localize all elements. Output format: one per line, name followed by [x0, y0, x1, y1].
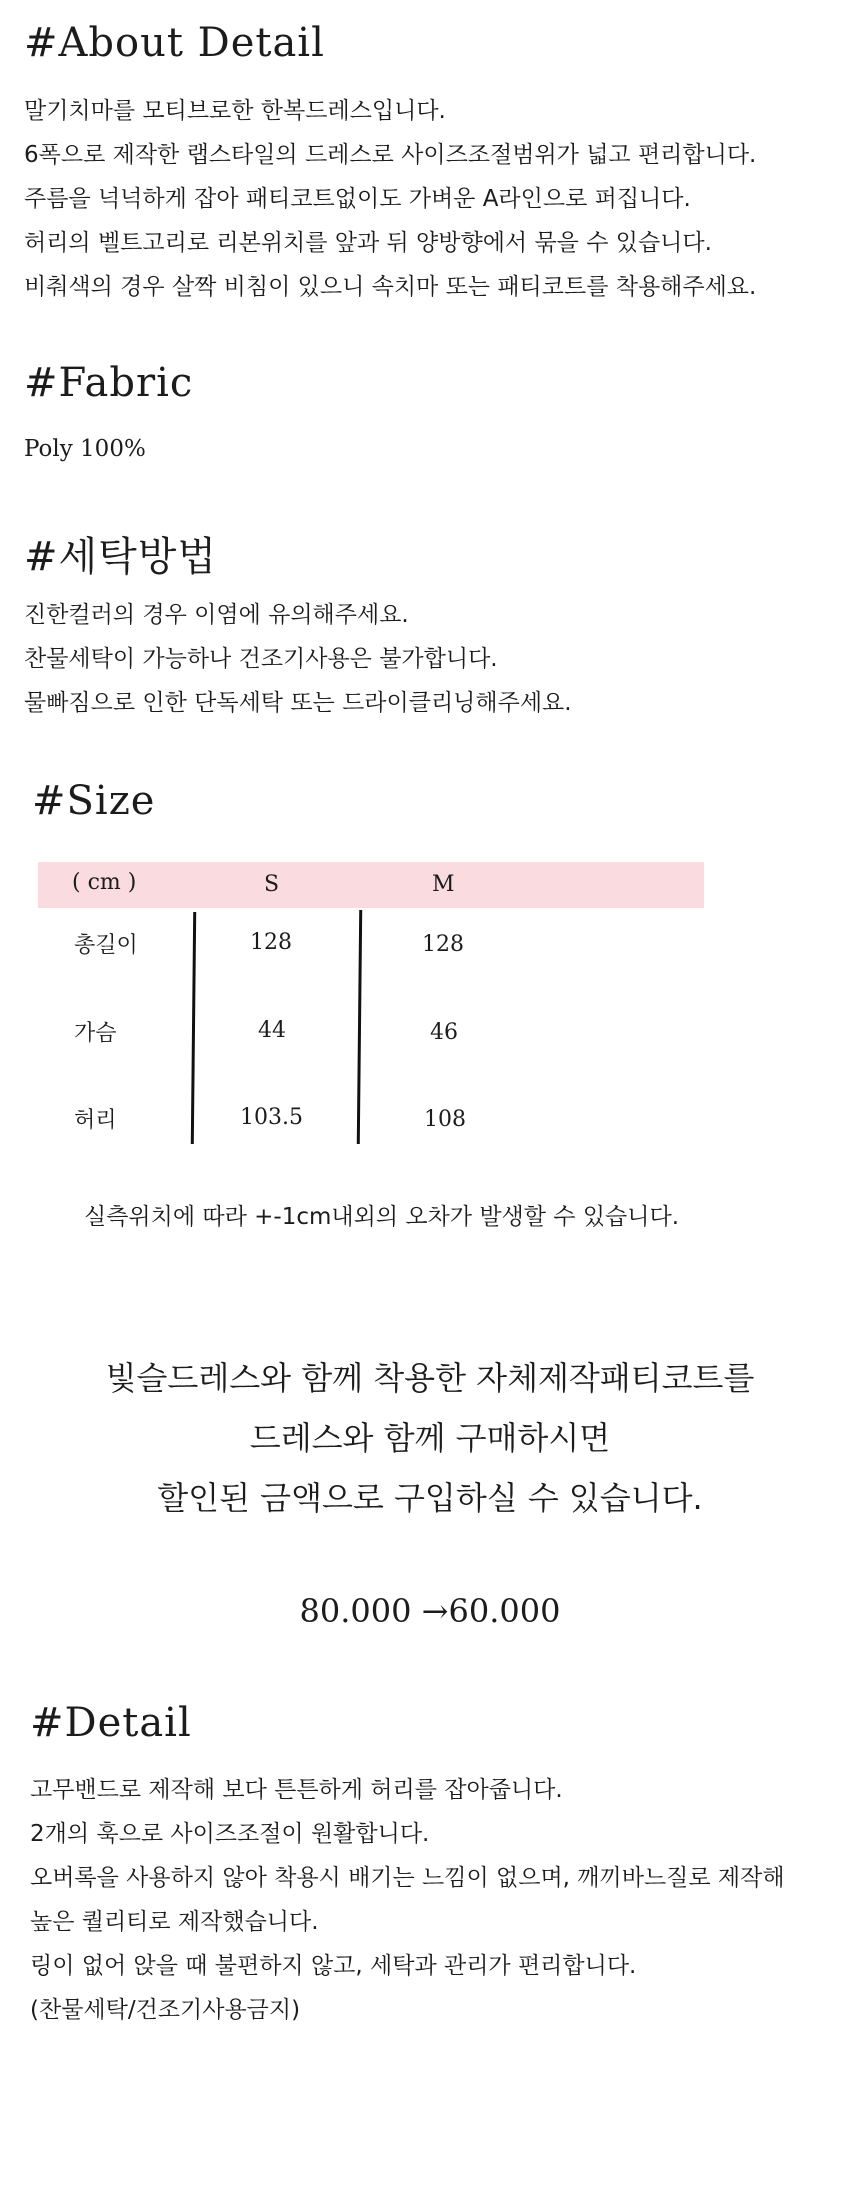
column-s: S	[264, 872, 280, 897]
promo-line: 빛슬드레스와 함께 착용한 자체제작패티코트를	[105, 1359, 755, 1397]
washing-line: 물빠짐으로 인한 단독세탁 또는 드라이클리닝해주세요.	[24, 690, 572, 716]
detail-line: 2개의 훅으로 사이즈조절이 원활합니다.	[30, 1821, 430, 1847]
table-divider	[357, 910, 362, 1144]
about-line: 6폭으로 제작한 랩스타일의 드레스로 사이즈조절범위가 넓고 편리합니다.	[24, 142, 757, 168]
about-line: 말기치마를 모티브로한 한복드레스입니다.	[24, 98, 446, 124]
washing-line: 찬물세탁이 가능하나 건조기사용은 불가합니다.	[24, 646, 498, 672]
cell-chest-m: 46	[430, 1020, 458, 1045]
row-label-waist: 허리	[74, 1108, 117, 1133]
detail-line: 오버록을 사용하지 않아 착용시 배기는 느낌이 없으며, 깨끼바느질로 제작해	[30, 1865, 785, 1891]
about-line: 주름을 넉넉하게 잡아 패티코트없이도 가벼운 A라인으로 퍼집니다.	[24, 186, 691, 212]
detail-heading: #Detail	[30, 1700, 192, 1746]
about-line: 허리의 벨트고리로 리본위치를 앞과 뒤 양방향에서 묶을 수 있습니다.	[24, 230, 712, 256]
cell-waist-m: 108	[424, 1107, 466, 1132]
fabric-text: Poly 100%	[24, 436, 146, 462]
row-label-chest: 가슴	[74, 1021, 117, 1046]
table-divider	[191, 912, 196, 1144]
about-description	[24, 89, 756, 309]
detail-line: (찬물세탁/건조기사용금지)	[30, 1997, 301, 2023]
detail-description	[30, 1768, 785, 2032]
washing-instructions	[24, 593, 572, 725]
fabric-heading: #Fabric	[24, 360, 194, 406]
detail-line: 링이 없어 앉을 때 불편하지 않고, 세탁과 관리가 편리합니다.	[30, 1953, 637, 1979]
promo-line: 드레스와 함께 구매하시면	[249, 1419, 611, 1457]
washing-line: 진한컬러의 경우 이염에 유의해주세요.	[24, 602, 409, 628]
detail-line: 높은 퀄리티로 제작했습니다.	[30, 1909, 319, 1935]
size-table-header	[38, 862, 704, 908]
cell-chest-s: 44	[258, 1018, 286, 1043]
cell-length-m: 128	[422, 932, 464, 957]
promo-line: 할인된 금액으로 구입하실 수 있습니다.	[157, 1479, 703, 1517]
cell-waist-s: 103.5	[240, 1105, 303, 1130]
column-m: M	[432, 872, 455, 897]
cell-length-s: 128	[250, 930, 292, 955]
fabric-value	[24, 427, 146, 471]
promo-price: 80.000 →60.000	[299, 1592, 561, 1630]
unit-label: ( cm )	[72, 870, 137, 895]
about-line: 비춰색의 경우 살짝 비침이 있으니 속치마 또는 패티코트를 착용해주세요.	[24, 274, 757, 300]
size-heading: #Size	[32, 778, 156, 824]
washing-heading: #세탁방법	[24, 534, 218, 580]
promo-message	[0, 1348, 860, 1528]
size-note: 실측위치에 따라 +-1cm내외의 오차가 발생할 수 있습니다.	[84, 1204, 680, 1230]
detail-line: 고무밴드로 제작해 보다 튼튼하게 허리를 잡아줍니다.	[30, 1777, 563, 1803]
about-heading: #About Detail	[24, 20, 325, 66]
row-label-length: 총길이	[74, 933, 138, 958]
